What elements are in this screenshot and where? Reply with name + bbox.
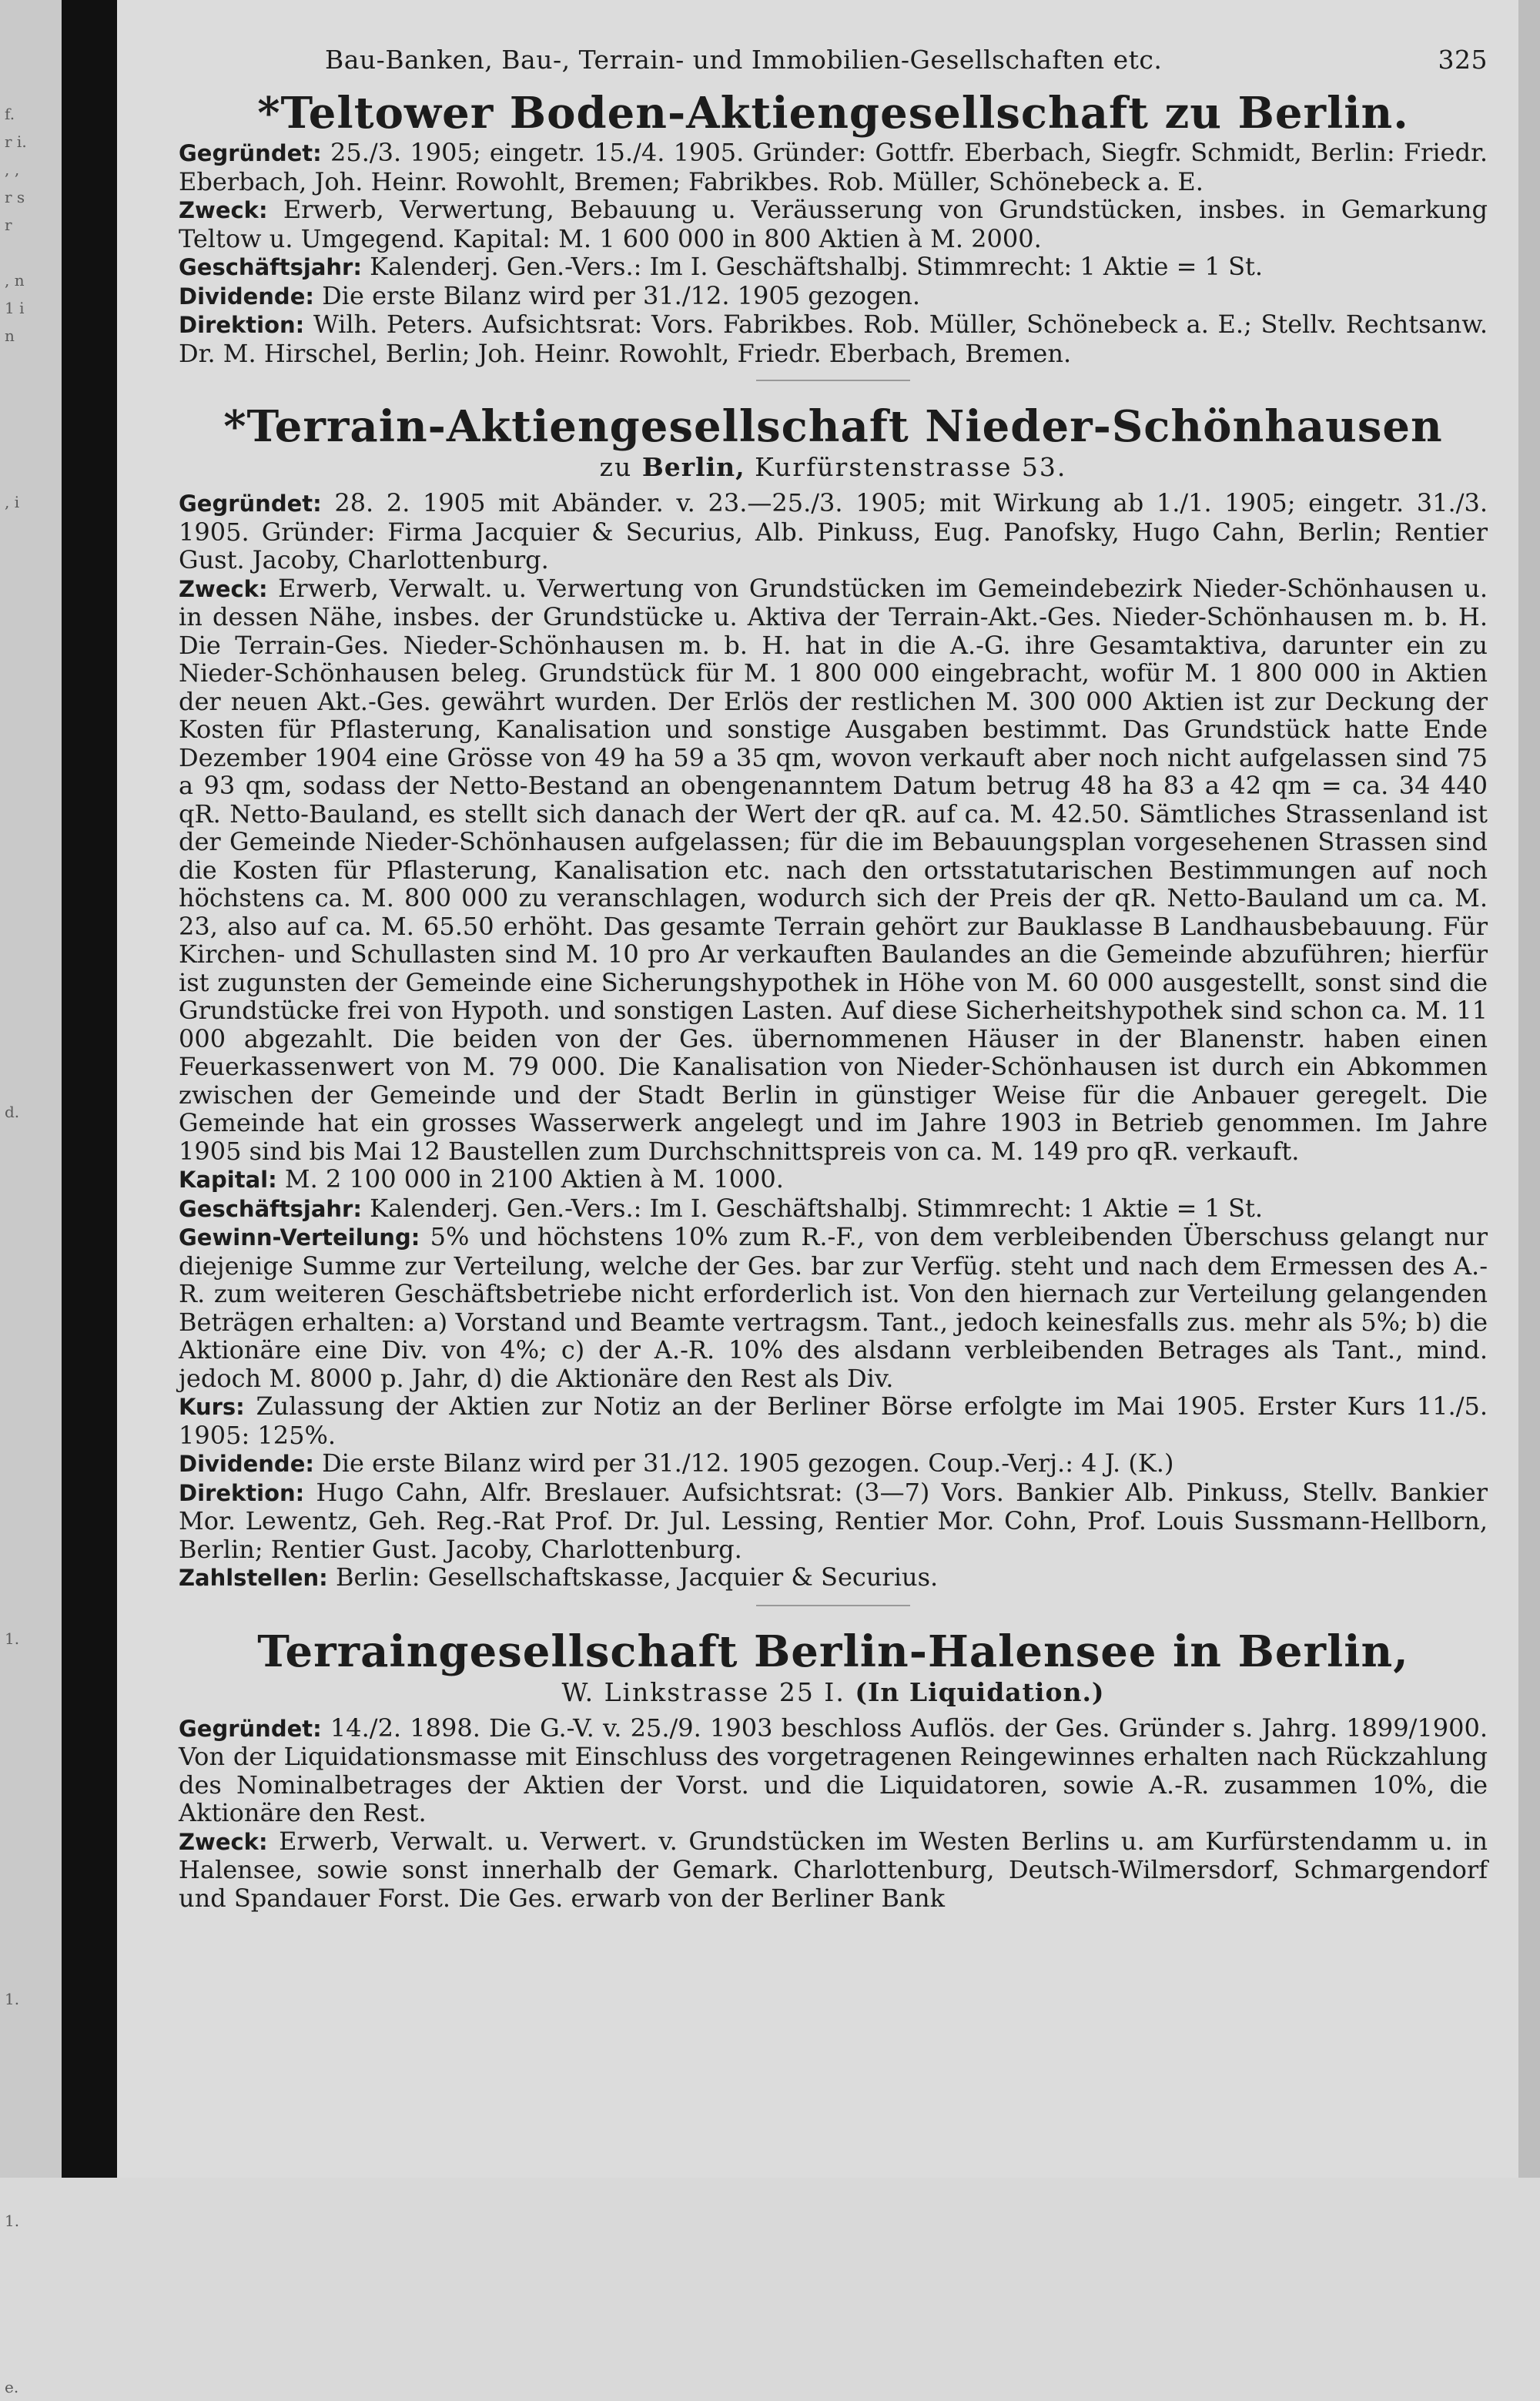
entry-label: Kapital: xyxy=(179,1167,277,1193)
section-title: *Terrain-Aktiengesellschaft Nieder-Schönhausen xyxy=(223,401,1443,452)
subtitle-status: (In Liquidation.) xyxy=(855,1676,1105,1707)
section-subtitle xyxy=(179,452,1488,483)
entry-label: Direktion: xyxy=(179,1479,305,1506)
entry-direktion xyxy=(179,310,1488,367)
entry-text: Die erste Bilanz wird per 31./12. 1905 gezogen. Coup.-Verj.: 4 J. (K.) xyxy=(313,1448,1174,1478)
entry-kapital xyxy=(179,1165,1488,1194)
entry-geschaeftsjahr xyxy=(179,253,1488,282)
subtitle-city: Berlin, xyxy=(641,452,745,482)
entry-text: Kalenderj. Gen.-Vers.: Im I. Geschäftshalbj. Stimmrecht: 1 Aktie = 1 St. xyxy=(361,1193,1264,1223)
entry-label: Kurs: xyxy=(179,1394,245,1420)
entry-label: Geschäftsjahr: xyxy=(179,1195,362,1222)
entry-geschaeftsjahr xyxy=(179,1194,1488,1224)
entry-text: Wilh. Peters. Aufsichtsrat: Vors. Fabrikbes. Rob. Müller, Schönebeck a. E.; Stellv. Rechtsanw. Dr. M. Hirschel, Berlin; Joh. Heinr. Rowohlt, Friedr. Eberbach, Bremen. xyxy=(179,310,1488,368)
page-edge-shadow xyxy=(1518,0,1540,2178)
document-page xyxy=(117,0,1518,2178)
entry-kurs xyxy=(179,1392,1488,1449)
running-head xyxy=(179,45,1488,79)
adjacent-page-fragments: f. r i. , ‚ r s r , n 1 i n , i d. 1. 1. 1. e. xyxy=(5,105,27,2396)
entry-text: Hugo Cahn, Alfr. Breslauer. Aufsichtsrat: (3—7) Vors. Bankier Alb. Pinkuss, Stellv. Bankier Mor. Lewentz, Geh. Reg.-Rat Prof. Dr. Jul. Lessing, Rentier Mor. Cohn, Prof. Louis Sussmann-Hellborn, Berlin; Rentier Gust. Jacoby, Charlottenburg. xyxy=(179,1477,1488,1564)
entry-text: Die erste Bilanz wird per 31./12. 1905 gezogen. xyxy=(313,280,921,310)
page-number: 325 xyxy=(1438,45,1488,75)
entry-label: Dividende: xyxy=(179,1451,314,1477)
entry-text: M. 2 100 000 in 2100 Aktien à M. 1000. xyxy=(276,1164,784,1194)
subtitle-prefix: zu xyxy=(599,452,642,482)
entry-gegruendet xyxy=(179,139,1488,196)
entry-text: 25./3. 1905; eingetr. 15./4. 1905. Gründer: Gottfr. Eberbach, Siegfr. Schmidt, Berlin: Friedr. Eberbach, Joh. Heinr. Rowohlt, Bremen; Fabrikbes. Rob. Müller, Schönebeck a. E. xyxy=(179,138,1488,196)
section-berlin-halensee xyxy=(179,1626,1488,1913)
entry-zweck xyxy=(179,196,1488,253)
entry-label: Direktion: xyxy=(179,312,305,338)
entry-text: 5% und höchstens 10% zum R.-F., von dem verbleibenden Überschuss gelangt nur diejenige Summe zur Verteilung, welche der Ges. bar zur Verfüg. steht und nach dem Ermessen des A.-R. zum weiteren Geschäftsbetriebe nicht erforderlich ist. Von den hiernach zur Verteilung gelangenden Beträgen erhalten: a) Vorstand und Beamte vertragsm. Tant., jedoch keinesfalls zus. mehr als 5%; b) die Aktionäre eine Div. von 4%; c) der A.-R. 10% des alsdann verbleibenden Betrages als Tant., mind. jedoch M. 8000 p. Jahr, d) die Aktionäre den Rest als Div. xyxy=(179,1222,1488,1393)
entry-label: Zweck: xyxy=(179,197,268,223)
running-head-title: Bau-Banken, Bau-, Terrain- und Immobilien-Gesellschaften etc. xyxy=(325,45,1163,75)
entry-text: 14./2. 1898. Die G.-V. v. 25./9. 1903 beschloss Auflös. der Ges. Gründer s. Jahrg. 1899/1900. Von der Liquidationsmasse mit Einschluss des vorgetragenen Reingewinnes erhalten nach Rückzahlung des Nominalbetrages der Aktien der Vorst. und die Liquidatoren, sowie A.-R. zusammen 10%, die Aktionäre den Rest. xyxy=(179,1713,1488,1827)
section-teltower xyxy=(179,88,1488,367)
entry-label: Zahlstellen: xyxy=(179,1565,328,1591)
entry-gegruendet xyxy=(179,489,1488,574)
entry-label: Dividende: xyxy=(179,283,314,310)
section-divider xyxy=(756,380,910,381)
entry-dividende xyxy=(179,282,1488,311)
section-title: Terraingesellschaft Berlin-Halensee in Berlin, xyxy=(257,1626,1409,1677)
entry-label: Gegründet: xyxy=(179,491,322,517)
section-divider xyxy=(756,1605,910,1606)
page-content xyxy=(179,45,1488,1912)
entry-gewinn-verteilung xyxy=(179,1223,1488,1392)
entry-gegruendet xyxy=(179,1714,1488,1827)
section-subtitle xyxy=(179,1677,1488,1708)
entry-text: 28. 2. 1905 mit Abänder. v. 23.—25./3. 1905; mit Wirkung ab 1./1. 1905; eingetr. 31./3. 1905. Gründer: Firma Jacquier & Securius, Alb. Pinkuss, Eug. Panofsky, Hugo Cahn, Berlin; Rentier Gust. Jacoby, Charlottenburg. xyxy=(179,488,1488,574)
subtitle-address: W. Linkstrasse 25 I. xyxy=(561,1676,855,1707)
entry-direktion xyxy=(179,1478,1488,1564)
section-nieder-schoenhausen xyxy=(179,401,1488,1592)
section-title: *Teltower Boden-Aktiengesellschaft zu Berlin. xyxy=(257,88,1409,139)
entry-text: Berlin: Gesellschaftskasse, Jacquier & Securius. xyxy=(327,1562,939,1592)
entry-text: Zulassung der Aktien zur Notiz an der Berliner Börse erfolgte im Mai 1905. Erster Kurs 11./5. 1905: 125%. xyxy=(179,1391,1488,1450)
entry-label: Gewinn-Verteilung: xyxy=(179,1224,420,1251)
entry-label: Geschäftsjahr: xyxy=(179,254,362,280)
adjacent-page-edge xyxy=(0,0,62,2396)
entry-zweck xyxy=(179,574,1488,1166)
entry-label: Zweck: xyxy=(179,1828,268,1855)
entry-text: Erwerb, Verwertung, Bebauung u. Veräusserung von Grundstücken, insbes. in Gemarkung Teltow u. Umgegend. Kapital: M. 1 600 000 in 800 Aktien à M. 2000. xyxy=(179,195,1488,253)
book-gutter xyxy=(62,0,117,2178)
entry-label: Gegründet: xyxy=(179,1715,322,1742)
subtitle-address: Kurfürstenstrasse 53. xyxy=(745,452,1067,482)
entry-label: Zweck: xyxy=(179,575,268,602)
entry-text: Kalenderj. Gen.-Vers.: Im I. Geschäftshalbj. Stimmrecht: 1 Aktie = 1 St. xyxy=(361,252,1264,281)
entry-label: Gegründet: xyxy=(179,140,322,166)
entry-dividende xyxy=(179,1449,1488,1478)
entry-zweck xyxy=(179,1827,1488,1913)
entry-text: Erwerb, Verwalt. u. Verwertung von Grundstücken im Gemeindebezirk Nieder-Schönhausen u. in dessen Nähe, insbes. der Grundstücke u. Aktiva der Terrain-Akt.-Ges. Nieder-Schönhausen m. b. H. Die Terrain-Ges. Nieder-Schönhausen m. b. H. hat in die A.-G. ihre Gesamtaktiva, darunter ein zu Nieder-Schönhausen beleg. Grundstück für M. 1 800 000 eingebracht, wofür M. 1 800 000 in Aktien der neuen Akt.-Ges. gewährt wurden. Der Erlös der restlichen M. 300 000 Aktien ist zur Deckung der Kosten für Pflasterung, Kanalisation und sonstige Ausgaben bestimmt. Das Grundstück hatte Ende Dezember 1904 eine Grösse von 49 ha 59 a 35 qm, wovon verkauft aber noch nicht aufgelassen sind 75 a 93 qm, sodass der Netto-Bestand an obengenanntem Datum betrug 48 ha 83 a 42 qm = ca. 34 440 qR. Netto-Bauland, es stellt sich danach der Wert der qR. auf ca. M. 42.50. Sämtliches Strassenland ist der Gemeinde Nieder-Schönhausen aufgelassen; für die im Bebauungsplan vorgesehenen Strassen sind die Kosten für Pflasterung, Kanalisation etc. nach den ortsstatutarischen Bestimmungen auf noch höchstens ca. M. 800 000 zu veranschlagen, wodurch sich der Preis der qR. Netto-Bauland um ca. M. 23, also auf ca. M. 65.50 erhöht. Das gesamte Terrain gehört zur Bauklasse B Landhausbebauung. Für Kirchen- und Schullasten sind M. 10 pro Ar verkauften Baulandes an die Gemeinde abzuführen; hierfür ist zugunsten der Gemeinde eine Sicherungshypothek in Höhe von M. 60 000 ausgestellt, sonst sind die Grundstücke frei von Hypoth. und sonstigen Lasten. Auf diese Sicherheitshypothek sind schon ca. M. 11 000 abgezahlt. Die beiden von der Ges. übernommenen Häuser in der Blanenstr. haben einen Feuerkassenwert von M. 79 000. Die Kanalisation von Nieder-Schönhausen ist durch ein Abkommen zwischen der Gemeinde und der Stadt Berlin in günstiger Weise für die Anbauer geregelt. Die Gemeinde hat ein grosses Wasserwerk angelegt und im Jahre 1903 in Betrieb genommen. Im Jahre 1905 sind bis Mai 12 Baustellen zum Durchschnittspreis von ca. M. 149 pro qR. verkauft. xyxy=(179,573,1488,1166)
entry-text: Erwerb, Verwalt. u. Verwert. v. Grundstücken im Westen Berlins u. am Kurfürstendamm u. in Halensee, sowie sonst innerhalb der Gemark. Charlottenburg, Deutsch-Wilmersdorf, Schmargendorf und Spandauer Forst. Die Ges. erwarb von der Berliner Bank xyxy=(179,1826,1488,1913)
entry-zahlstellen xyxy=(179,1563,1488,1592)
